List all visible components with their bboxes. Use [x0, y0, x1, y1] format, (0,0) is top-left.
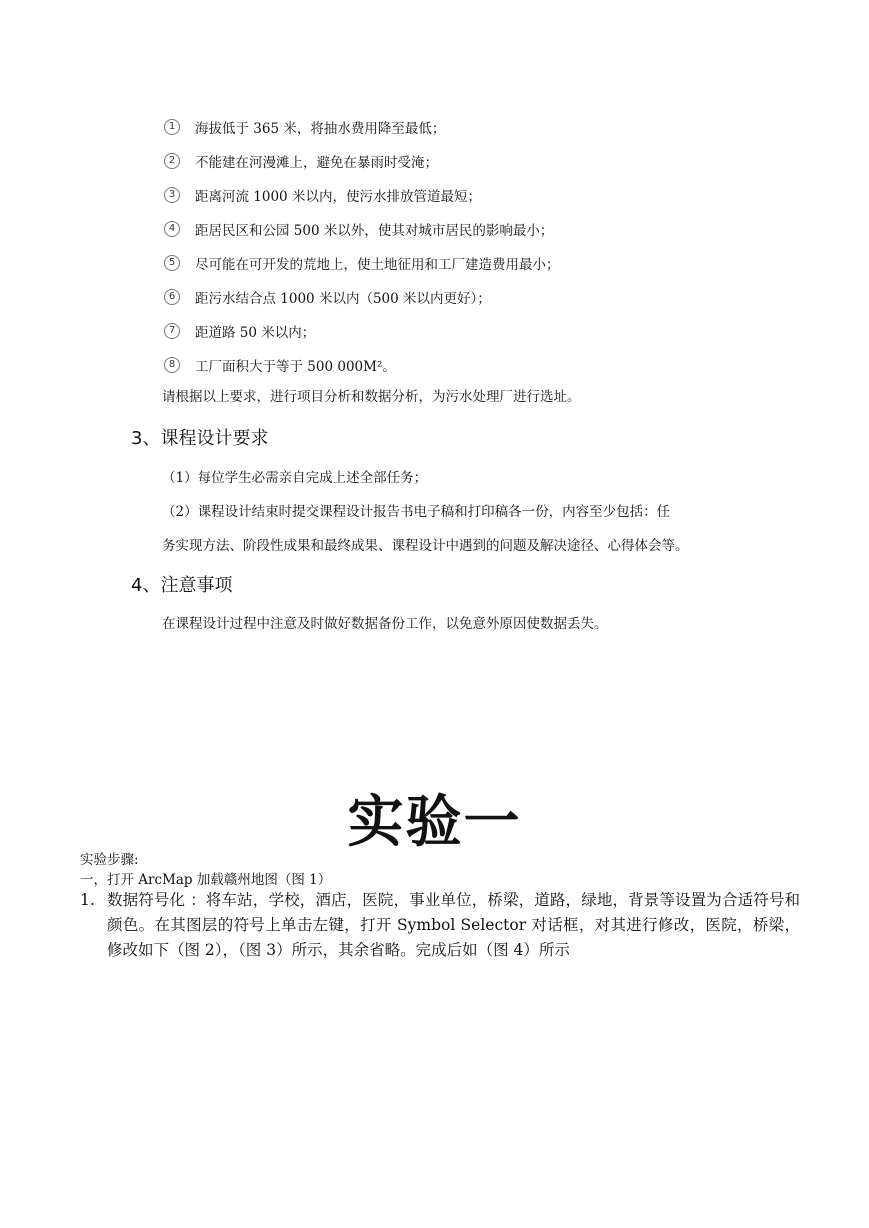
- requirement-text: 不能建在河漫滩上，避免在暴雨时受淹；: [195, 155, 438, 171]
- circled-number: 8: [164, 357, 180, 373]
- section-3-line-1: （1）每位学生必需亲自完成上述全部任务；: [162, 470, 428, 486]
- list-item: [160, 178, 800, 212]
- circled-number: 6: [164, 289, 180, 305]
- step-one: 一，打开 ArcMap 加载赣州地图（图 1）: [80, 872, 332, 888]
- numbered-step: [80, 888, 800, 963]
- list-item: [160, 110, 800, 144]
- circled-number: 4: [164, 221, 180, 237]
- steps-label: 实验步骤:: [80, 852, 139, 868]
- requirements-summary: 请根据以上要求，进行项目分析和数据分析，为污水处理厂进行选址。: [162, 389, 581, 405]
- section-3-line-2: （2）课程设计结束时提交课程设计报告书电子稿和打印稿各一份，内容至少包括：任: [162, 504, 671, 520]
- section-4-heading: 4、注意事项: [131, 575, 233, 596]
- list-item: [160, 314, 800, 348]
- step-number: 1.: [80, 891, 95, 909]
- requirement-text: 距道路 50 米以内；: [195, 325, 316, 341]
- list-item: [160, 144, 800, 178]
- circled-number: 1: [164, 119, 180, 135]
- list-item: [160, 246, 800, 280]
- circled-number: 5: [164, 255, 180, 271]
- step-text: 数据符号化 ：将车站，学校，酒店，医院，事业单位，桥梁，道路，绿地，背景等设置为合适符号和颜色。在其图层的符号上单击左键，打开 Symbol Selector 对话框，对其进行修改，医院，桥梁，修改如下（图 2），（图 3）所示，其余省略。完成后如（图 4）所示: [107, 891, 800, 959]
- requirement-text: 距离河流 1000 米以内，使污水排放管道最短；: [195, 189, 481, 205]
- requirement-text: 距居民区和公园 500 米以外，使其对城市居民的影响最小；: [195, 223, 554, 239]
- section-3-line-3: 务实现方法、阶段性成果和最终成果、课程设计中遇到的问题及解决途径、心得体会等。: [162, 538, 689, 554]
- circled-number: 7: [164, 323, 180, 339]
- section-3-heading: 3、课程设计要求: [131, 428, 269, 449]
- requirement-text: 距污水结合点 1000 米以内（500 米以内更好）；: [195, 291, 491, 307]
- section-4-line-1: 在课程设计过程中注意及时做好数据备份工作，以免意外原因使数据丢失。: [162, 616, 608, 632]
- circled-number: 2: [164, 153, 180, 169]
- requirement-list: [160, 110, 800, 382]
- requirement-text: 工厂面积大于等于 500 000M²。: [195, 359, 396, 375]
- list-item: [160, 212, 800, 246]
- requirement-text: 尽可能在可开发的荒地上，使土地征用和工厂建造费用最小；: [195, 257, 560, 273]
- list-item: [160, 348, 800, 382]
- circled-number: 3: [164, 187, 180, 203]
- list-item: [160, 280, 800, 314]
- requirement-text: 海拔低于 365 米，将抽水费用降至最低；: [195, 121, 446, 137]
- experiment-title: 实验一: [347, 789, 522, 855]
